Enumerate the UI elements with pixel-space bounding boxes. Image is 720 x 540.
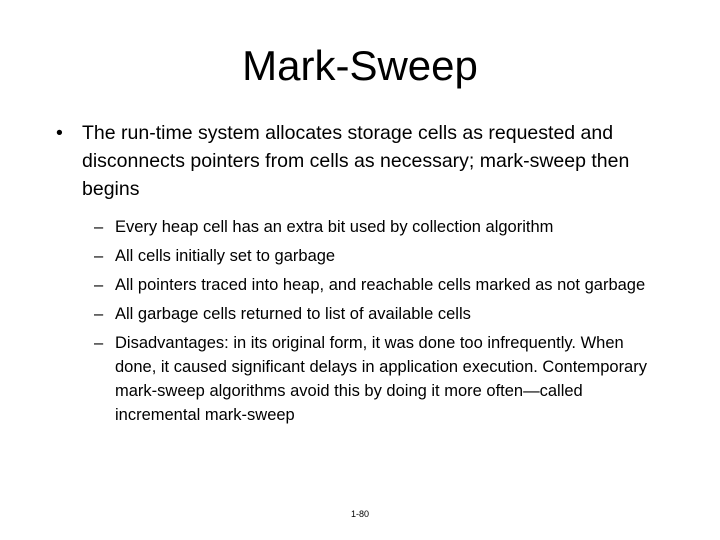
sub-bullet-text: Every heap cell has an extra bit used by collection algorithm xyxy=(115,218,554,236)
sub-bullet-text: All garbage cells returned to list of available cells xyxy=(115,305,471,323)
page-number: 1-80 xyxy=(350,509,369,519)
sub-bullet-text: All pointers traced into heap, and reachable cells marked as not garbage xyxy=(115,276,646,294)
bullet-item xyxy=(56,119,656,203)
sub-bullet-item xyxy=(94,302,654,326)
sub-bullet-item xyxy=(94,244,654,268)
sub-bullet-item xyxy=(94,273,654,297)
dash-marker: – xyxy=(94,334,104,352)
sub-bullet-text: All cells initially set to garbage xyxy=(115,247,336,265)
sub-bullet-text: Disadvantages: in its original form, it was done too infrequently. When done, it caused significant delays in application execution. Contemporary mark-sweep algorithms avoid this by doing it more often—called incremental mark-sweep xyxy=(115,334,647,424)
sub-bullet-item xyxy=(94,215,654,239)
bullet-text: The run-time system allocates storage cells as requested and disconnects pointers from cells as necessary; mark-sweep then begins xyxy=(82,122,630,200)
slide-title: Mark-Sweep xyxy=(242,42,478,89)
dash-marker: – xyxy=(94,276,104,294)
slide-body xyxy=(56,119,656,432)
dash-marker: – xyxy=(94,218,104,236)
bullet-marker: • xyxy=(56,122,63,144)
sub-bullet-list xyxy=(94,215,654,427)
dash-marker: – xyxy=(94,305,104,323)
sub-bullet-item xyxy=(94,331,654,427)
dash-marker: – xyxy=(94,247,104,265)
